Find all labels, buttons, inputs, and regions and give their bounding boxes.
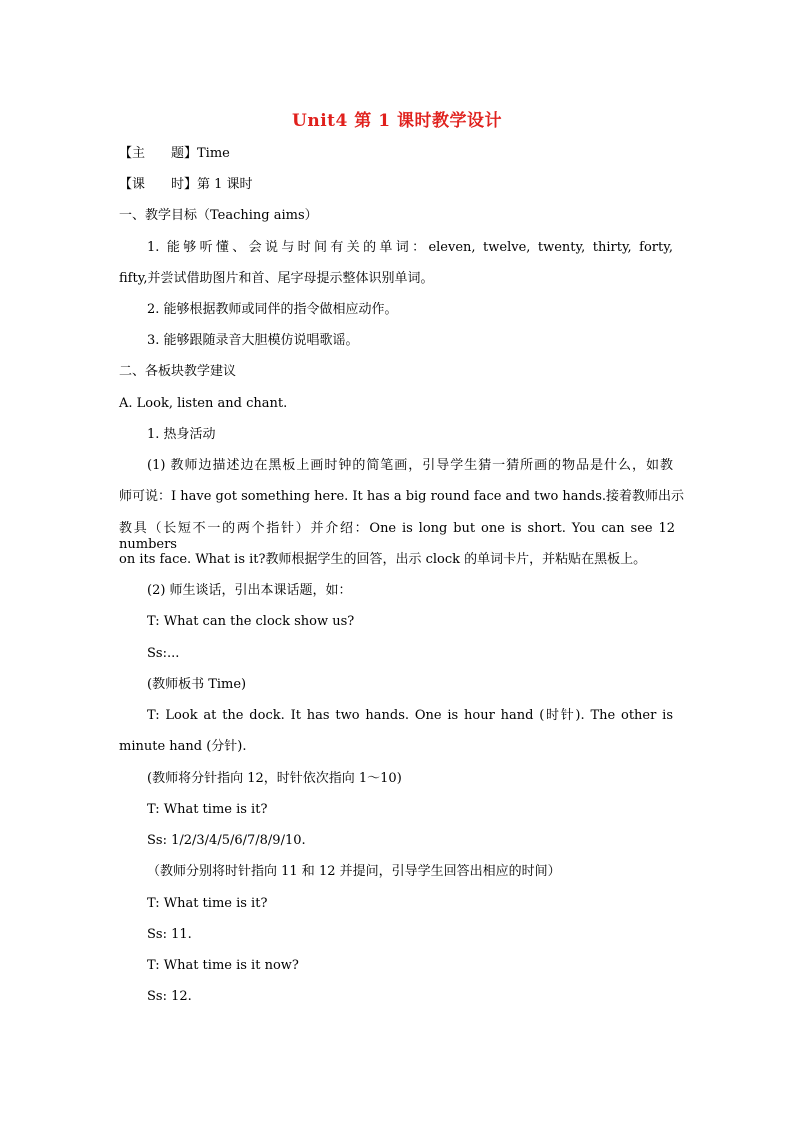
dialogue-line: T: What time is it now? (147, 958, 299, 973)
stage-note: (教师将分针指向 12，时针依次指向 1～10) (147, 771, 402, 786)
paragraph-1-line-2: 师可说：I have got something here. It has a big round face and two hands.接着教师出示 (119, 489, 685, 504)
section-heading-aims: 一、教学目标（Teaching aims） (119, 208, 318, 223)
subsection-a: A. Look, listen and chant. (119, 396, 288, 411)
lesson-line: 【课 时】第 1 课时 (119, 177, 253, 192)
paragraph-1-line-3: 教具（长短不一的两个指针）并介绍：One is long but one is short. You can see 12 numbers (119, 521, 675, 552)
dialogue-line: Ss: 11. (147, 927, 192, 942)
dialogue-line: Ss: 12. (147, 989, 192, 1004)
dialogue-line: T: Look at the dock. It has two hands. One is hour hand (时针). The other is (147, 708, 673, 723)
aim-3: 3. 能够跟随录音大胆模仿说唱歌谣。 (147, 333, 359, 348)
stage-note: （教师分别将时针指向 11 和 12 并提问，引导学生回答出相应的时间） (147, 864, 561, 879)
aim-1-line-2: fifty,并尝试借助图片和首、尾字母提示整体识别单词。 (119, 271, 434, 286)
section-heading-suggestions: 二、各板块教学建议 (119, 364, 237, 379)
warmup-heading: 1. 热身活动 (147, 427, 216, 442)
topic-line: 【主 题】Time (119, 146, 230, 161)
paragraph-1-line-4: on its face. What is it?教师根据学生的回答，出示 clock 的单词卡片，并粘贴在黑板上。 (119, 552, 647, 567)
aim-2: 2. 能够根据教师或同伴的指令做相应动作。 (147, 302, 398, 317)
dialogue-line-continued: minute hand (分针). (119, 739, 247, 754)
paragraph-1-line-1: (1) 教师边描述边在黑板上画时钟的简笔画，引导学生猜一猜所画的物品是什么，如教 (147, 458, 673, 473)
paragraph-2-line-1: (2) 师生谈话，引出本课话题，如： (147, 583, 352, 598)
dialogue-line: T: What time is it? (147, 896, 268, 911)
stage-note: (教师板书 Time) (147, 677, 247, 692)
dialogue-line: Ss:... (147, 646, 180, 661)
aim-1-line-1: 1. 能够听懂、会说与时间有关的单词：eleven, twelve, twenty, thirty, forty, (147, 240, 673, 255)
document-title: Unit4 第 1 课时教学设计 (292, 111, 502, 131)
dialogue-line: T: What can the clock show us? (147, 614, 355, 629)
dialogue-line: T: What time is it? (147, 802, 268, 817)
dialogue-line: Ss: 1/2/3/4/5/6/7/8/9/10. (147, 833, 306, 848)
